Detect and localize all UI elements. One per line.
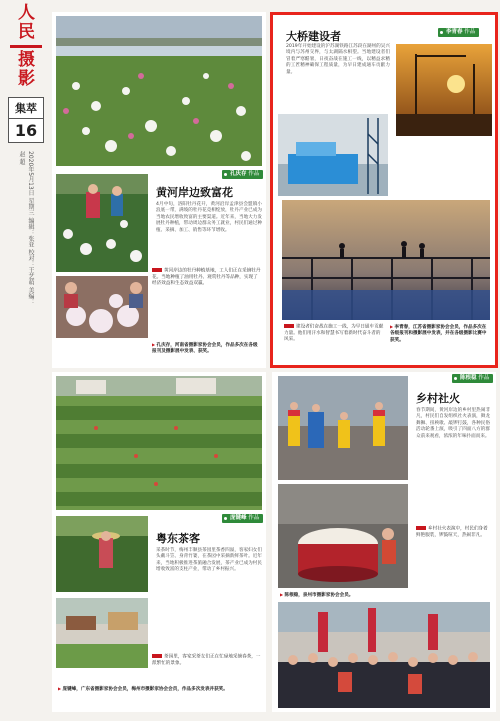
tag-label: 作品 (478, 375, 490, 381)
tag-label: 作品 (248, 171, 260, 177)
page-number: 16 (14, 121, 38, 140)
caption-text: 乡村社火表演中，村民们身着鲜艳服装，锣鼓喧天，热闹非凡。 (416, 526, 488, 538)
caption-text: 建设者们奋战在施工一线，为早日通车贡献力量。他们用汗水和智慧书写着新时代奋斗者的风采。 (284, 324, 384, 343)
caption-marker (416, 526, 426, 530)
logo-divider (10, 45, 42, 48)
tag-label: 作品 (248, 515, 260, 521)
village-procession-photo (278, 376, 408, 480)
tea-village-photo (56, 598, 148, 668)
peony-title: 黄河岸边致富花 (156, 186, 233, 199)
village-drum-photo (278, 484, 408, 588)
tag-author: 庞键峰 (230, 515, 247, 521)
logo-char: 人 (18, 3, 34, 23)
tag-author: 李青春 (446, 29, 463, 35)
peony-harvest-photo (56, 276, 148, 338)
tea-title: 粤东茶客 (156, 532, 200, 545)
tag-label: 作品 (464, 29, 476, 35)
peony-body: 4月中旬，洛阳牡丹花开，黄河沿岸孟津县会盟镇小浪底一带，满坡的牡丹花竞相绽放，牡丹产业已成为当地农民增收致富的主要渠道。近年来，当地大力发展牡丹种植，带动周边群众务工就业，村民们通过种植、采摘、加工、销售等环节增收。 (156, 202, 262, 233)
newspaper-logo (4, 4, 48, 89)
logo-char: 摄 (18, 50, 34, 70)
caption-marker (152, 268, 162, 272)
village-author-bio: ▶ 陈根稳，泉州市摄影家协会会员。 (280, 592, 490, 599)
village-crowd-photo (278, 602, 490, 708)
bridge-title: 大桥建设者 (286, 30, 341, 43)
peony-author-bio: ▶ 孔庆存，河南省摄影家协会会员，作品多次在各级报刊及摄影展中发表、获奖。 (152, 342, 262, 356)
article-tea (52, 372, 266, 712)
tag-author: 孔庆存 (230, 171, 247, 177)
section-name: 集萃 (9, 98, 43, 119)
caption-text: 黄河岸边的牡丹种植基地，工人们正在采摘牡丹花。当地种植了油用牡丹、观赏牡丹等品种，实现了经济效益和生态效益双赢。 (152, 268, 261, 287)
village-photo-caption (416, 526, 490, 586)
tea-author-bio: ▶ 庞键峰，广东省摄影家协会会员，梅州市摄影家协会会员，作品多次发表并获奖。 (58, 686, 262, 693)
village-author-tag (452, 374, 493, 383)
logo-char: 民 (18, 22, 34, 42)
village-title: 乡村社火 (416, 392, 460, 405)
peony-photo-caption (152, 268, 262, 338)
tag-author: 陈根稳 (460, 375, 477, 381)
tea-author-tag (222, 514, 263, 523)
logo-char: 影 (18, 69, 34, 89)
bridge-body: 2019年开始建设的沪苏湖铁路江苏段在湖州的吴兴境内与苏州交界，与太湖隔水相望。当地建设者们冒着严寒酷暑，日夜奋战在施工一线，以精益求精的工匠精神确保工程质量，为早日建成通车贡献力量。 (286, 44, 390, 75)
tea-photo-caption (152, 654, 262, 680)
article-peony (52, 12, 266, 368)
tea-garden-photo (56, 376, 262, 510)
tea-picker-photo (56, 516, 148, 592)
highlight-frame (270, 12, 498, 368)
section-box (8, 97, 44, 143)
tea-body: 采茶时节，梅州丰顺县茶园里茶香四溢，客家妇女们头戴斗笠、身背竹篓，在茶园中采摘新鲜茶叶。近年来，当地积极推进茶旅融合发展，茶产业已成为村民增收致富的支柱产业，带动了乡村振兴。 (156, 548, 262, 573)
caption-text: 茶园里，客家采茶女们正在忙碌地采摘春茶，一派繁忙的景象。 (152, 654, 261, 666)
issue-info: 2020年5月13日 星期三 编辑：张亚 校对：王艺萌 美编：赵 超 (18, 151, 34, 306)
peony-landscape-photo (56, 16, 262, 166)
masthead (4, 4, 48, 716)
village-body: 春节期间，黄河岸边的乡村里热闹非凡，村民们自发组织社火表演，舞龙舞狮、扭秧歌、敲锣打鼓，各种民俗活动轮番上演，吸引了四面八方的群众前来观看，浓浓的年味扑面而来。 (416, 408, 490, 439)
caption-marker (152, 654, 162, 658)
peony-author-tag (222, 170, 263, 179)
bridge-author-bio: ▶ 李青春，江苏省摄影家协会会员，作品多次在各级报刊和摄影展中发表，并在各级摄影比赛中获奖。 (390, 324, 490, 344)
peony-picker-photo (56, 174, 148, 272)
article-village (272, 372, 496, 712)
